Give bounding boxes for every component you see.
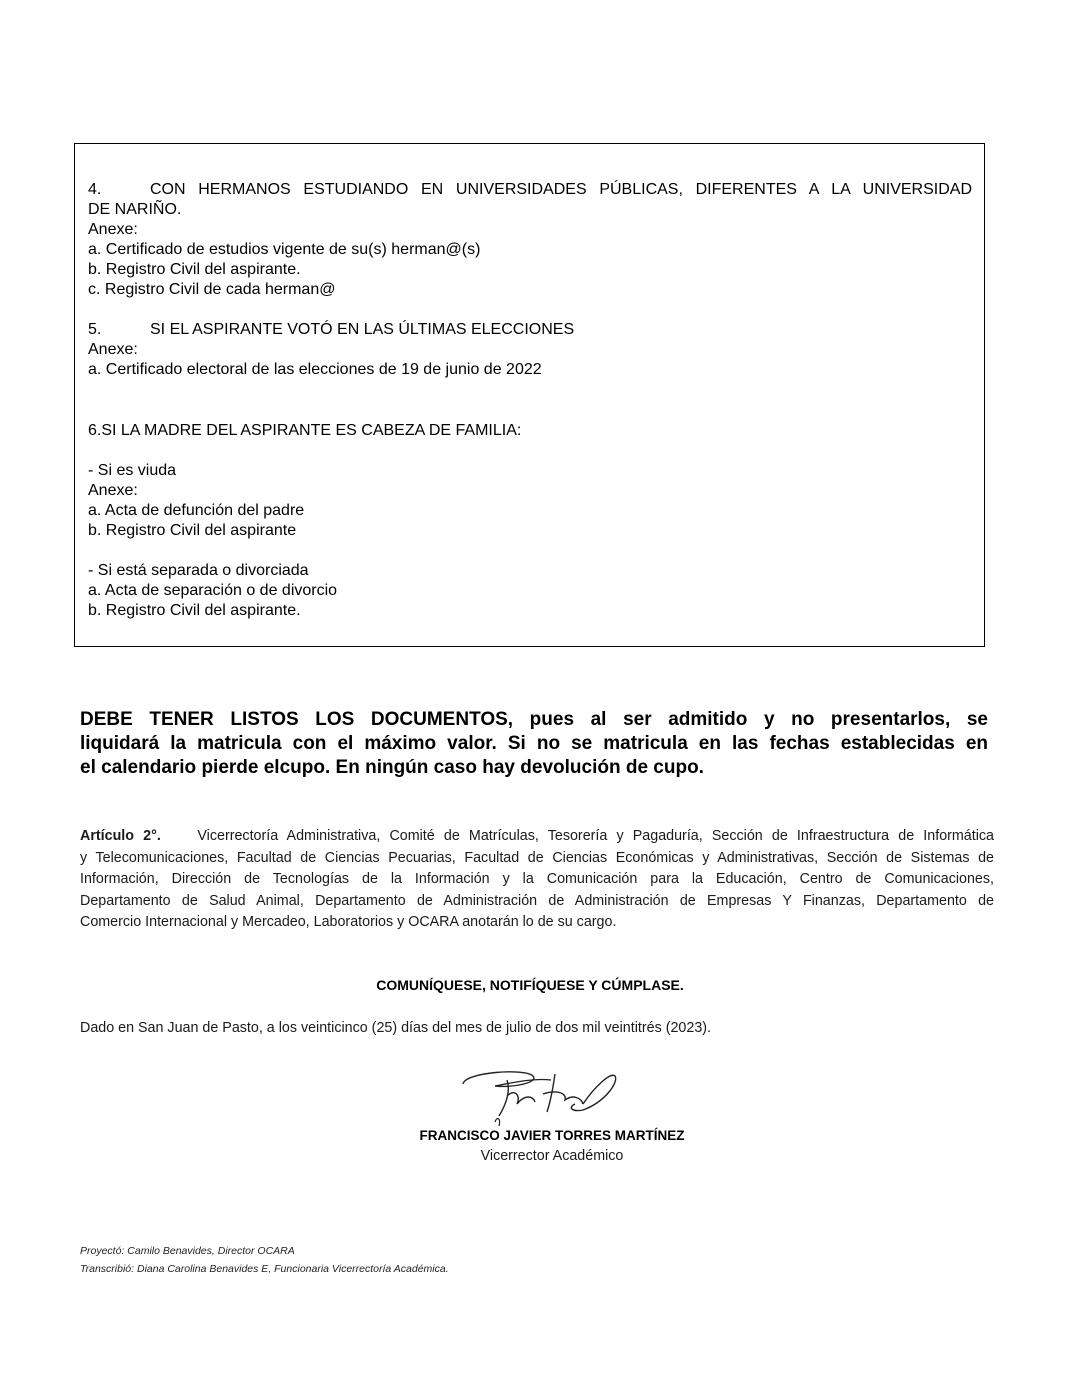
- article-line-2: y Telecomunicaciones, Facultad de Ciencias Pecuarias, Facultad de Ciencias Económicas y Administrativas, Sección de Sistemas de: [80, 849, 994, 866]
- article-line-5: Comercio Internacional y Mercadeo, Laboratorios y OCARA anotarán lo de su cargo.: [80, 914, 617, 930]
- dated-statement: Dado en San Juan de Pasto, a los veinticinco (25) días del mes de julio de dos mil veintitrés (2023).: [80, 1020, 711, 1036]
- notice-line-2: liquidará la matricula con el máximo valor. Si no se matricula en las fechas establecidas en: [80, 733, 988, 754]
- item-4-number: 4.: [88, 181, 102, 198]
- item-6-widow-label: - Si es viuda: [88, 462, 177, 479]
- closing-formula: COMUNÍQUESE, NOTIFÍQUESE Y CÚMPLASE.: [376, 977, 684, 993]
- item-4-anexe: Anexe:: [88, 221, 138, 238]
- item-5-title: SI EL ASPIRANTE VOTÓ EN LAS ÚLTIMAS ELECCIONES: [150, 321, 575, 338]
- footer-projected: Proyectó: Camilo Benavides, Director OCARA: [80, 1245, 295, 1257]
- footer-transcribed: Transcribió: Diana Carolina Benavides E, Funcionaria Vicerrectoría Académica.: [80, 1263, 449, 1275]
- documents-notice: [80, 708, 988, 780]
- item-5-anexe: Anexe:: [88, 341, 138, 358]
- item-5-heading: [88, 320, 574, 340]
- item-6-anexe: Anexe:: [88, 482, 138, 499]
- signer-role: Vicerrector Académico: [480, 1148, 624, 1164]
- notice-line-1: DEBE TENER LISTOS LOS DOCUMENTOS, pues al ser admitido y no presentarlos, se: [80, 709, 988, 730]
- item-6-widow-req-b: b. Registro Civil del aspirante: [88, 522, 297, 539]
- item-4-title-line1: CON HERMANOS ESTUDIANDO EN UNIVERSIDADES PÚBLICAS, DIFERENTES A LA UNIVERSIDAD: [150, 181, 972, 198]
- item-6-separated-req-a: a. Acta de separación o de divorcio: [88, 582, 338, 599]
- article-2: [80, 826, 994, 934]
- item-4-heading: [88, 180, 972, 220]
- item-6-separated-label: - Si está separada o divorciada: [88, 562, 309, 579]
- item-4-title-line2: DE NARIÑO.: [88, 201, 182, 218]
- item-4-req-c: c. Registro Civil de cada herman@: [88, 281, 336, 298]
- article-label: Artículo 2°.: [80, 828, 161, 844]
- item-4-req-a: a. Certificado de estudios vigente de su(s) herman@(s): [88, 241, 481, 258]
- item-5-req-a: a. Certificado electoral de las elecciones de 19 de junio de 2022: [88, 361, 542, 378]
- item-6-widow-req-a: a. Acta de defunción del padre: [88, 502, 305, 519]
- item-6-heading: 6.SI LA MADRE DEL ASPIRANTE ES CABEZA DE FAMILIA:: [88, 422, 522, 439]
- article-line-4: Departamento de Salud Animal, Departamento de Administración de Administración de Empresas Y Finanzas, Departamento de: [80, 892, 994, 909]
- item-5-number: 5.: [88, 321, 102, 338]
- item-4-req-b: b. Registro Civil del aspirante.: [88, 261, 301, 278]
- article-line-1: Vicerrectoría Administrativa, Comité de Matrículas, Tesorería y Pagaduría, Sección de Infraestructura de Informática: [197, 828, 995, 844]
- notice-line-3: el calendario pierde elcupo. En ningún caso hay devolución de cupo.: [80, 757, 704, 778]
- item-6-separated-req-b: b. Registro Civil del aspirante.: [88, 602, 301, 619]
- article-line-3: Información, Dirección de Tecnologías de la Información y la Comunicación para la Educación, Centro de Comunicaciones,: [80, 871, 994, 887]
- signer-name: FRANCISCO JAVIER TORRES MARTÍNEZ: [419, 1128, 685, 1143]
